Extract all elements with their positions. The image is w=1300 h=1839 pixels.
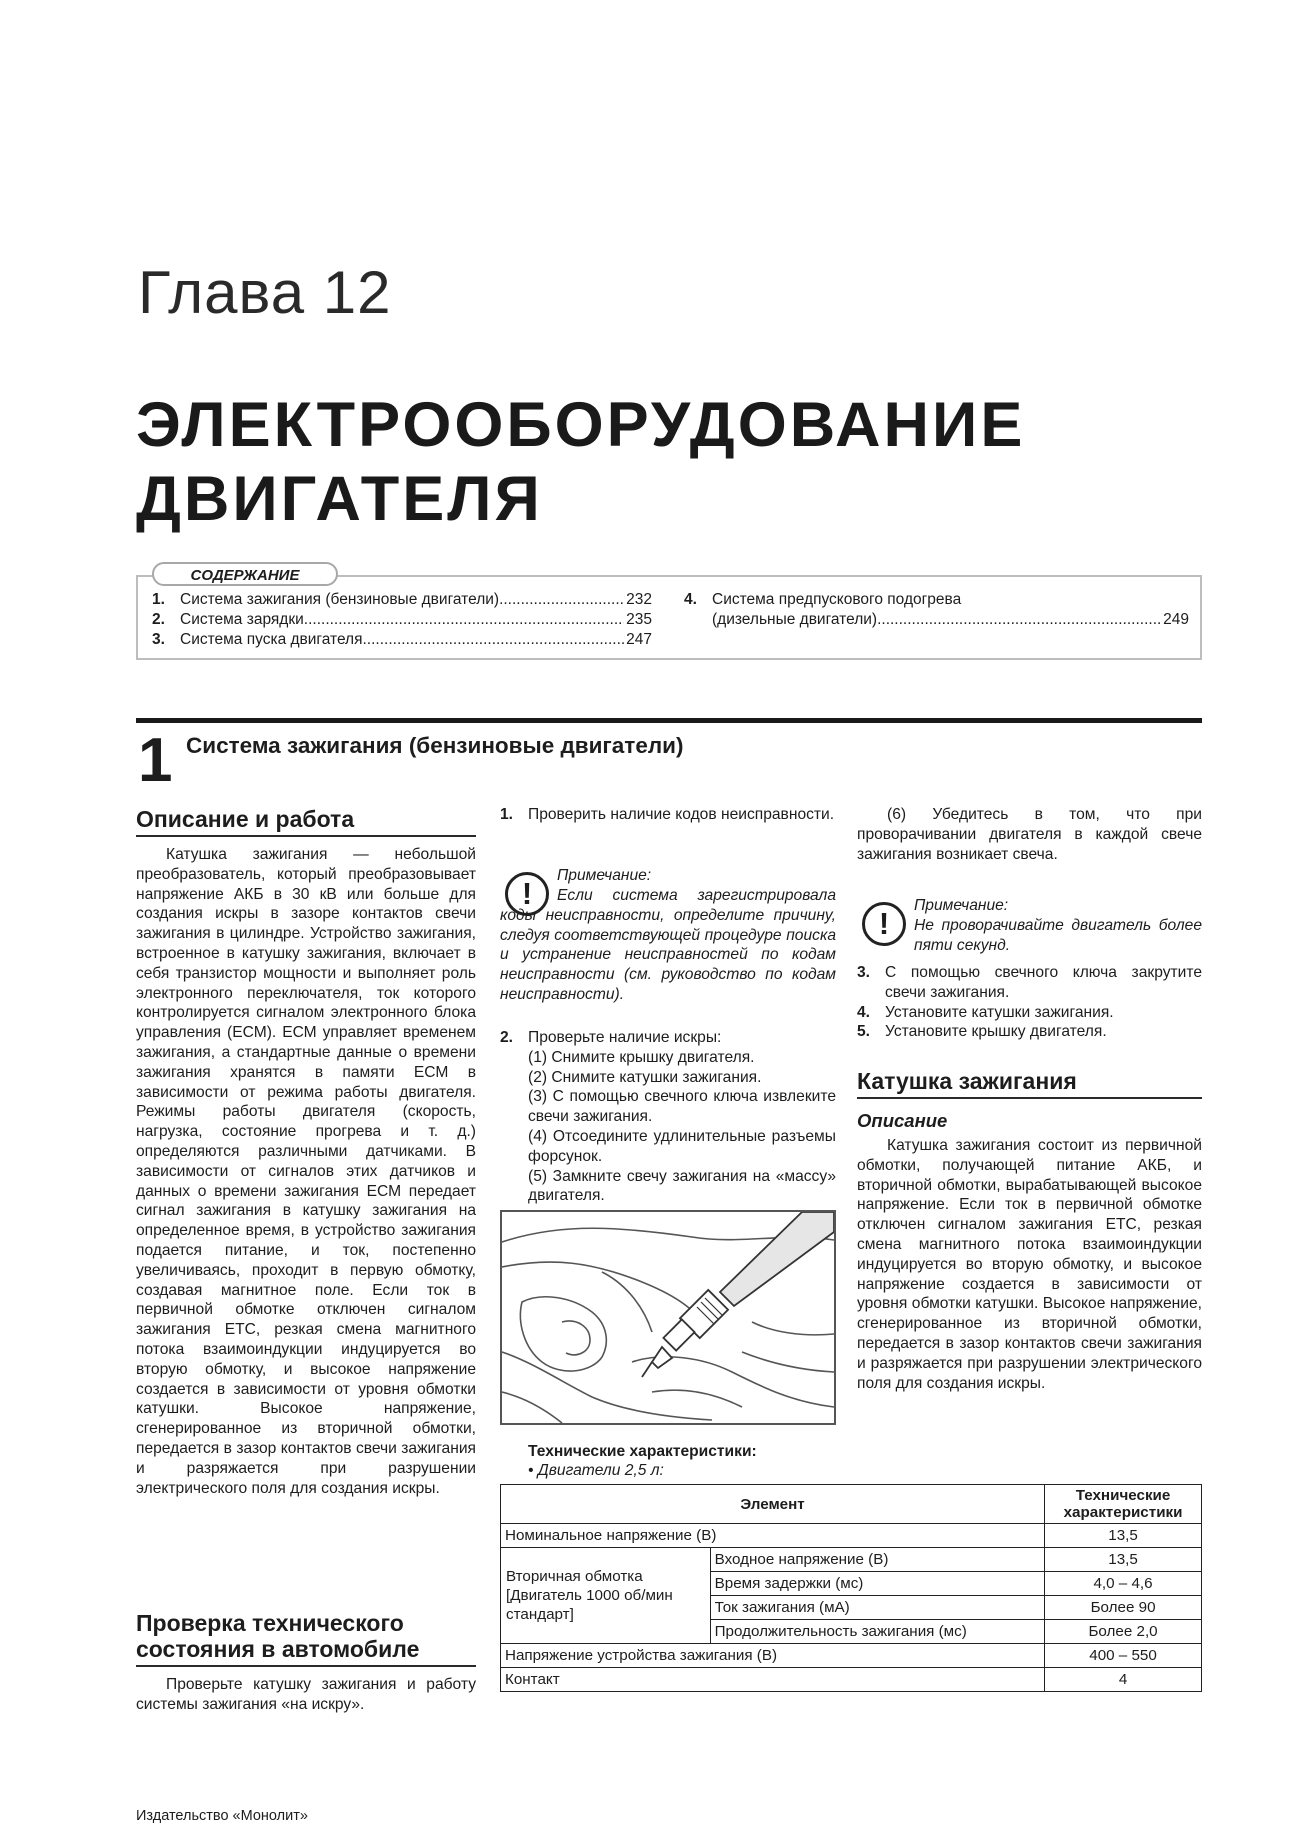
row-value: Более 2,0 — [1045, 1620, 1202, 1644]
toc-item-page: 232 — [626, 591, 652, 608]
table-row — [501, 1668, 1202, 1692]
column-header-specs: Технические характеристики — [1045, 1485, 1202, 1524]
toc-item-page: 247 — [626, 631, 652, 648]
specs-table — [500, 1484, 1202, 1692]
step-text: Проверьте наличие искры: — [528, 1029, 722, 1046]
toc-item-text: Система зарядки — [180, 611, 304, 628]
row-value: 400 – 550 — [1045, 1644, 1202, 1668]
step-number: 1. — [500, 806, 514, 823]
row-label: Напряжение устройства зажигания (В) — [501, 1644, 1045, 1668]
step-text: С помощью свечного ключа закрутите свечи зажигания. — [885, 964, 1202, 1001]
step-text: Проверить наличие кодов неисправности. — [528, 806, 835, 823]
row-label: Продолжительность зажигания (мс) — [710, 1620, 1044, 1644]
substep: (3) С помощью свечного ключа извлеките свечи зажигания. — [528, 1088, 836, 1126]
spark-plug-figure — [500, 1210, 836, 1425]
row-value: 13,5 — [1045, 1548, 1202, 1572]
heading-vehicle-check-line2: состояния в автомобиле — [136, 1636, 420, 1662]
toc-item-text-line1: Система предпускового подогрева — [712, 591, 962, 608]
toc-item-page: 249 — [1163, 611, 1189, 628]
step-text: Установите катушки зажигания. — [885, 1003, 1114, 1021]
table-header-row — [501, 1485, 1202, 1524]
step-2 — [500, 1028, 836, 1206]
substep: (4) Отсоедините удлинительные разъемы форсунок. — [528, 1127, 836, 1165]
note-1-text: Если система зарегистрировала коды неисправности, определите причину, следуя соответствующей процедуре поиска и устранение неисправностей по кодам неисправности (см. руководство по кодам неисправности). — [500, 887, 836, 1003]
table-row — [501, 1644, 1202, 1668]
note-text: Не проворачивайте двигатель более пяти секунд. — [914, 916, 1202, 954]
row-label: Входное напряжение (В) — [710, 1548, 1044, 1572]
subheading-description: Описание — [857, 1110, 948, 1131]
note-label: Примечание: — [914, 897, 1009, 914]
section-number: 1 — [138, 726, 173, 795]
section-title: Система зажигания (бензиновые двигатели) — [186, 733, 684, 758]
heading-ignition-coil: Катушка зажигания — [857, 1068, 1202, 1099]
substep: (2) Снимите катушки зажигания. — [528, 1068, 762, 1086]
toc-item-number: 4. — [684, 591, 697, 608]
note-1 — [557, 866, 836, 886]
toc-item-text: Система зажигания (бензиновые двигатели) — [180, 591, 500, 608]
ignition-coil-paragraph: Катушка зажигания состоит из первичной обмотки, получающей питание АКБ, и вторичной обмотки, вырабатывающей высокое напряжение. Если ток в первичной обмотке отключен сигналом зажигания ЕТС, резкая смена магнитного потока взаимоиндукции индуцируется во вторую обмотку, и высокое напряжение создается в зависимости от уровня обмотки катушки. Высокое напряжение, сгенерированное из вторичной обмотки, передается в зазор контактов свечи зажигания и разряжается при разрушении электрического поля для создания искры. — [857, 1137, 1202, 1392]
step-1 — [500, 805, 836, 825]
chapter-title-line2: ДВИГАТЕЛЯ — [136, 464, 543, 534]
toc-item-continued[interactable] — [684, 610, 1189, 630]
toc-item[interactable] — [684, 590, 1189, 610]
toc-item[interactable] — [152, 590, 652, 610]
row-label: Время задержки (мс) — [710, 1572, 1044, 1596]
specs-title: Технические характеристики: — [528, 1443, 757, 1460]
specs-subtitle: • Двигатели 2,5 л: — [528, 1462, 664, 1479]
chapter-title — [136, 388, 1236, 536]
warning-icon: ! — [862, 902, 906, 946]
row-label: Контакт — [501, 1668, 1045, 1692]
row-label: Номинальное напряжение (В) — [501, 1524, 1045, 1548]
toc-item-number: 1. — [152, 591, 165, 608]
step-number: 5. — [857, 1023, 871, 1041]
toc-item-page: 235 — [626, 611, 652, 628]
toc-item-text: (дизельные двигатели) — [712, 611, 878, 628]
note-label: Примечание: — [557, 867, 652, 884]
substep: (1) Снимите крышку двигателя. — [528, 1048, 755, 1066]
step-number: 3. — [857, 964, 871, 981]
row-value: Более 90 — [1045, 1596, 1202, 1620]
description-paragraph: Катушка зажигания — небольшой преобразователь, который преобразовывает напряжение АКБ в 30 кВ или больше для создания искры в зазоре контактов свечи зажигания в цилиндре. Устройство зажигания, встроенное в катушку зажигания, включает в себя транзистор мощности и выполняет роль электронного переключателя, ток которого контролируется сигналом электронного блока управления (ЕСМ). ЕСМ управляет временем зажигания, а стандартные данные о времени зажигания хранятся в памяти ЕСМ в зависимости от режима работы двигателя. Режимы работы двигателя (скорость, нагрузка, состояние прогрева и т. д.) определяются различными датчиками. В зависимости от сигналов этих датчиков и данных о времени зажигания ЕСМ передает сигнал зажигания в катушку зажигания на определенное время, в устройство зажигания подается питание, и ток, постепенно увеличиваясь, проходит в первую обмотку, создавая магнитное поле. Если ток в первичной обмотке отключен сигналом зажигания ЕТС, резкая смена магнитного потока взаимоиндукции индуцируется во вторую обмотку, и высокое напряжение создается в зависимости от уровня обмотки катушки. Высокое напряжение, сгенерированное из вторичной обмотки, передается в зазор контактов свечи зажигания и разряжается при разрушении электрического поля для создания искры. — [136, 846, 476, 1497]
table-row — [501, 1548, 1202, 1572]
chapter-title-line1: ЭЛЕКТРООБОРУДОВАНИЕ — [136, 390, 1026, 460]
toc-item-text: Система пуска двигателя — [180, 631, 363, 648]
publisher-footer: Издательство «Монолит» — [136, 1808, 308, 1824]
warning-icon: ! — [505, 872, 549, 916]
heading-vehicle-check-line1: Проверка технического — [136, 1610, 404, 1636]
toc-item[interactable] — [152, 610, 652, 630]
table-row — [501, 1524, 1202, 1548]
toc-item[interactable] — [152, 630, 652, 650]
step-number: 4. — [857, 1003, 871, 1021]
toc-item-number: 2. — [152, 611, 165, 628]
steps-3-5 — [857, 963, 1202, 1042]
toc-heading: СОДЕРЖАНИЕ — [152, 562, 338, 586]
spark-plug-illustration — [502, 1212, 834, 1423]
section-rule — [136, 718, 1202, 723]
chapter-label: Глава 12 — [138, 259, 392, 326]
heading-description: Описание и работа — [136, 806, 476, 837]
row-label: Ток зажигания (мА) — [710, 1596, 1044, 1620]
substep: (5) Замкните свечу зажигания на «массу» двигателя. — [528, 1167, 836, 1205]
column-header-element: Элемент — [501, 1485, 1045, 1524]
step-number: 2. — [500, 1029, 514, 1046]
step-text: Установите крышку двигателя. — [885, 1023, 1107, 1041]
vehicle-check-paragraph: Проверьте катушку зажигания и работу системы зажигания «на искру». — [136, 1676, 476, 1713]
secondary-winding-label: Вторичная обмотка [Двигатель 1000 об/мин стандарт] — [501, 1548, 711, 1644]
row-value: 13,5 — [1045, 1524, 1202, 1548]
toc-item-number: 3. — [152, 631, 165, 648]
row-value: 4,0 – 4,6 — [1045, 1572, 1202, 1596]
heading-vehicle-check — [136, 1610, 476, 1667]
row-value: 4 — [1045, 1668, 1202, 1692]
note-2 — [914, 896, 1202, 955]
substep-6: (6) Убедитесь в том, что при проворачивании двигателя в каждой свече зажигания возникает свеча. — [857, 806, 1202, 863]
